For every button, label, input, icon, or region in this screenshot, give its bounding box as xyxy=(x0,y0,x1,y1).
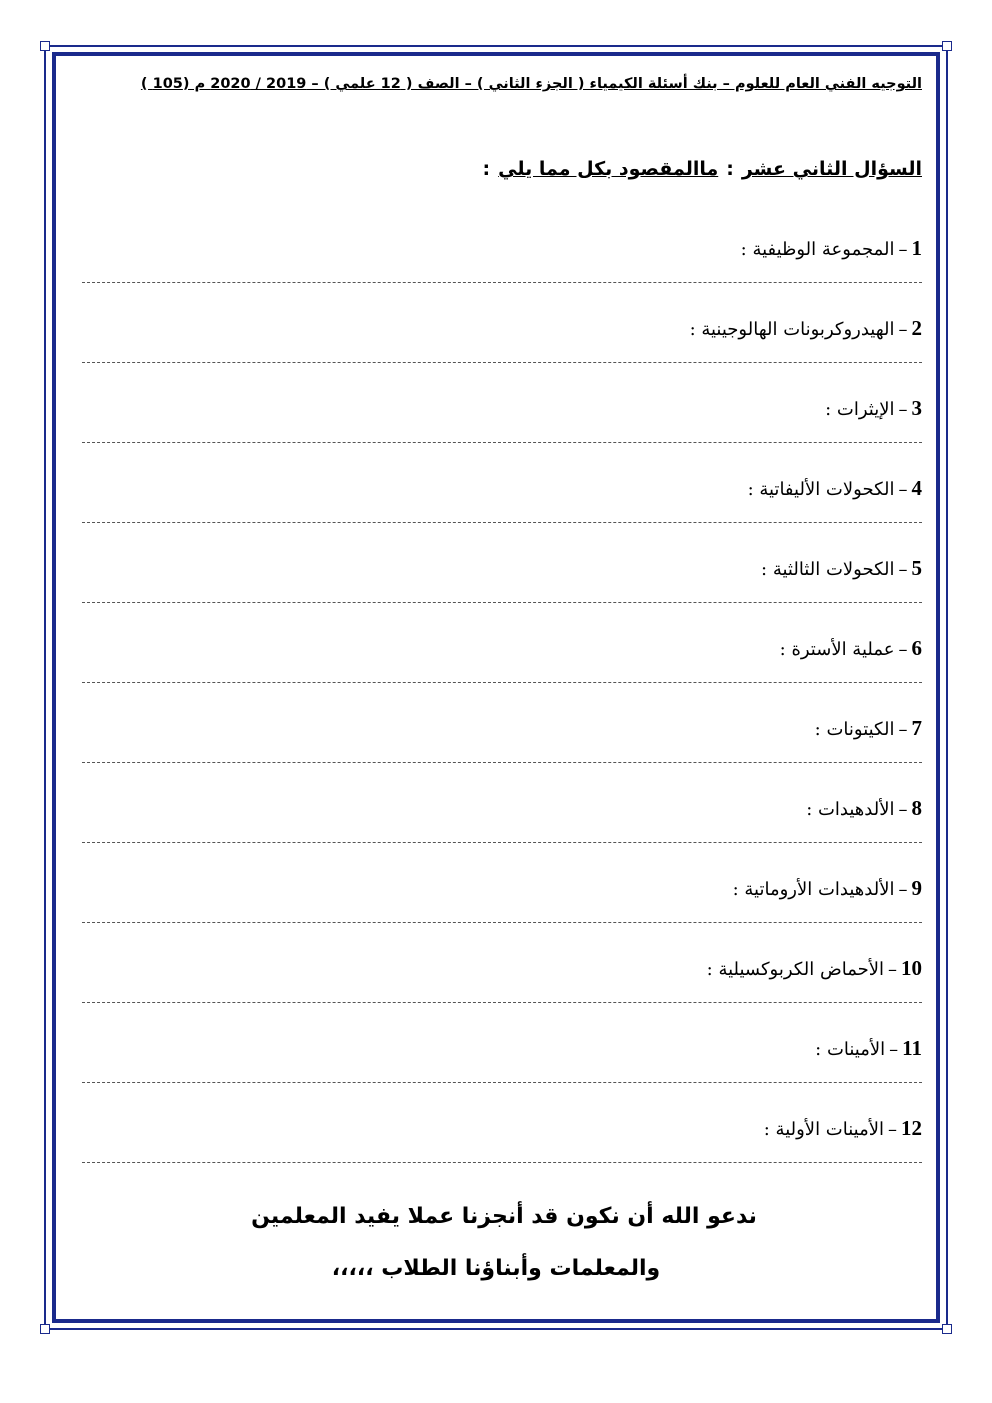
item-number: 10 xyxy=(901,956,922,980)
document-header: التوجيه الفني العام للعلوم – بنك أسئلة الكيمياء ( الجزء الثاني ) – الصف ( 12 علمي ) – 2019 / 2020 م (105 ) xyxy=(140,76,922,92)
item-label xyxy=(741,236,922,261)
item-dash: – xyxy=(898,559,908,580)
item-label xyxy=(761,556,922,581)
answer-dashed-line xyxy=(82,282,922,283)
answer-dashed-line xyxy=(82,682,922,683)
answer-dashed-line xyxy=(82,1002,922,1003)
list-item xyxy=(72,476,922,556)
item-label xyxy=(690,316,922,341)
closing-line-1: ندعو الله أن نكون قد أنجزنا عملا يفيد المعلمين xyxy=(251,1204,757,1229)
item-number: 3 xyxy=(911,396,922,420)
item-term: الهيدروكربونات الهالوجينية : xyxy=(689,319,895,340)
item-number: 2 xyxy=(911,316,922,340)
item-label xyxy=(733,876,922,901)
item-label xyxy=(815,1036,922,1061)
item-number: 9 xyxy=(911,876,922,900)
list-item xyxy=(72,236,922,316)
item-number: 7 xyxy=(911,716,922,740)
item-dash: – xyxy=(898,719,908,740)
question-number-title: السؤال الثاني عشر xyxy=(741,158,922,180)
item-term: عملية الأسترة : xyxy=(779,639,895,660)
item-label xyxy=(815,716,922,741)
item-number: 8 xyxy=(911,796,922,820)
border-corner-ornament xyxy=(40,1324,50,1334)
item-term: الأمينات الأولية : xyxy=(763,1119,884,1140)
list-item xyxy=(72,316,922,396)
closing-line-2: والمعلمات وأبناؤنا الطلاب ،،،،، xyxy=(331,1256,661,1281)
question-end-colon: : xyxy=(482,158,491,180)
list-item xyxy=(72,956,922,1036)
border-corner-ornament xyxy=(40,41,50,51)
item-dash: – xyxy=(898,479,908,500)
answer-dashed-line xyxy=(82,922,922,923)
list-item xyxy=(72,876,922,956)
answer-dashed-line xyxy=(82,1082,922,1083)
item-label xyxy=(707,956,922,981)
item-dash: – xyxy=(898,879,908,900)
item-term: الألدهيدات الأروماتية : xyxy=(732,879,895,900)
item-number: 1 xyxy=(911,236,922,260)
item-dash: – xyxy=(898,399,908,420)
question-separator: : xyxy=(726,158,734,180)
item-dash: – xyxy=(888,959,897,980)
list-item xyxy=(72,396,922,476)
list-item xyxy=(72,716,922,796)
item-term: الألدهيدات : xyxy=(806,799,895,820)
answer-dashed-line xyxy=(82,362,922,363)
answer-dashed-line xyxy=(82,522,922,523)
list-item xyxy=(72,556,922,636)
answer-dashed-line xyxy=(82,1162,922,1163)
item-dash: – xyxy=(889,1039,899,1060)
item-term: الكحولات الأليفاتية : xyxy=(747,479,895,500)
question-heading xyxy=(475,158,922,180)
item-number: 11 xyxy=(902,1036,922,1060)
answer-dashed-line xyxy=(82,842,922,843)
item-number: 5 xyxy=(911,556,922,580)
item-dash: – xyxy=(898,239,908,260)
item-dash: – xyxy=(898,799,908,820)
item-term: الإيثرات : xyxy=(825,399,895,420)
item-label xyxy=(748,476,922,501)
list-item xyxy=(72,796,922,876)
list-item xyxy=(72,1116,922,1196)
item-label xyxy=(825,396,922,421)
list-item xyxy=(72,1036,922,1116)
answer-dashed-line xyxy=(82,602,922,603)
item-label xyxy=(764,1116,922,1141)
border-corner-ornament xyxy=(942,1324,952,1334)
list-item xyxy=(72,636,922,716)
item-number: 12 xyxy=(901,1116,922,1140)
item-number: 4 xyxy=(911,476,922,500)
item-term: الأمينات : xyxy=(815,1039,886,1060)
item-dash: – xyxy=(888,1119,897,1140)
answer-dashed-line xyxy=(82,442,922,443)
item-term: الأحماض الكربوكسيلية : xyxy=(706,959,884,980)
item-number: 6 xyxy=(911,636,922,660)
border-corner-ornament xyxy=(942,41,952,51)
item-label xyxy=(780,636,922,661)
item-term: المجموعة الوظيفية : xyxy=(740,239,895,260)
question-prompt: ماالمقصود بكل مما يلي xyxy=(498,158,719,180)
item-term: الكيتونات : xyxy=(814,719,895,740)
item-term: الكحولات الثالثية : xyxy=(761,559,895,580)
answer-dashed-line xyxy=(82,762,922,763)
item-label xyxy=(806,796,922,821)
item-dash: – xyxy=(898,639,908,660)
item-dash: – xyxy=(898,319,908,340)
